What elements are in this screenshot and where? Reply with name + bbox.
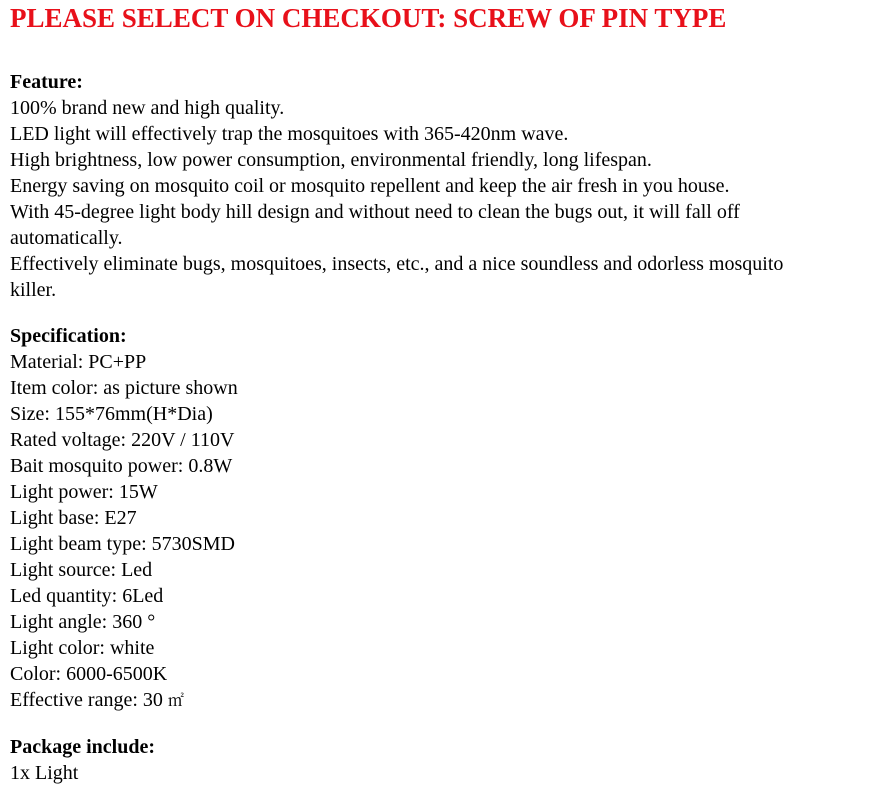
feature-line: LED light will effectively trap the mosquitoes with 365-420nm wave. xyxy=(10,123,569,145)
feature-line: 100% brand new and high quality. xyxy=(10,97,285,119)
feature-line: killer. xyxy=(10,279,57,301)
feature-line: Effectively eliminate bugs, mosquitoes, insects, etc., and a nice soundless and odorless mosquito xyxy=(10,253,784,275)
spec-line: Light source: Led xyxy=(10,559,153,581)
feature-section xyxy=(10,69,882,303)
spec-line: Light base: E27 xyxy=(10,507,137,529)
spec-line: Light color: white xyxy=(10,637,155,659)
feature-heading: Feature: xyxy=(10,71,83,93)
spec-line: Led quantity: 6Led xyxy=(10,585,164,607)
square-meter-unit: ㎡ xyxy=(167,691,184,710)
spec-line: Item color: as picture shown xyxy=(10,377,238,399)
spec-line: Light beam type: 5730SMD xyxy=(10,533,235,555)
feature-line: Energy saving on mosquito coil or mosquito repellent and keep the air fresh in you house. xyxy=(10,175,730,197)
spec-line: Bait mosquito power: 0.8W xyxy=(10,455,233,477)
page-title: PLEASE SELECT ON CHECKOUT: SCREW OF PIN TYPE xyxy=(10,3,727,33)
feature-line: automatically. xyxy=(10,227,123,249)
spec-line: Rated voltage: 220V / 110V xyxy=(10,429,235,451)
feature-line: High brightness, low power consumption, environmental friendly, long lifespan. xyxy=(10,149,652,171)
package-section xyxy=(10,734,882,786)
spec-line: Color: 6000-6500K xyxy=(10,663,168,685)
spec-line-effective-range xyxy=(10,687,882,714)
spec-line: Material: PC+PP xyxy=(10,351,147,373)
package-heading: Package include: xyxy=(10,736,155,758)
spec-line: Light power: 15W xyxy=(10,481,158,503)
listing-description xyxy=(10,0,882,786)
specification-heading: Specification: xyxy=(10,325,127,347)
effective-range-label: Effective range: 30 xyxy=(10,689,168,711)
spec-line: Size: 155*76mm(H*Dia) xyxy=(10,403,213,425)
package-line: 1x Light xyxy=(10,762,79,784)
specification-section xyxy=(10,323,882,714)
feature-line: With 45-degree light body hill design and without need to clean the bugs out, it will fall off xyxy=(10,201,740,223)
spec-line: Light angle: 360 ° xyxy=(10,611,156,633)
